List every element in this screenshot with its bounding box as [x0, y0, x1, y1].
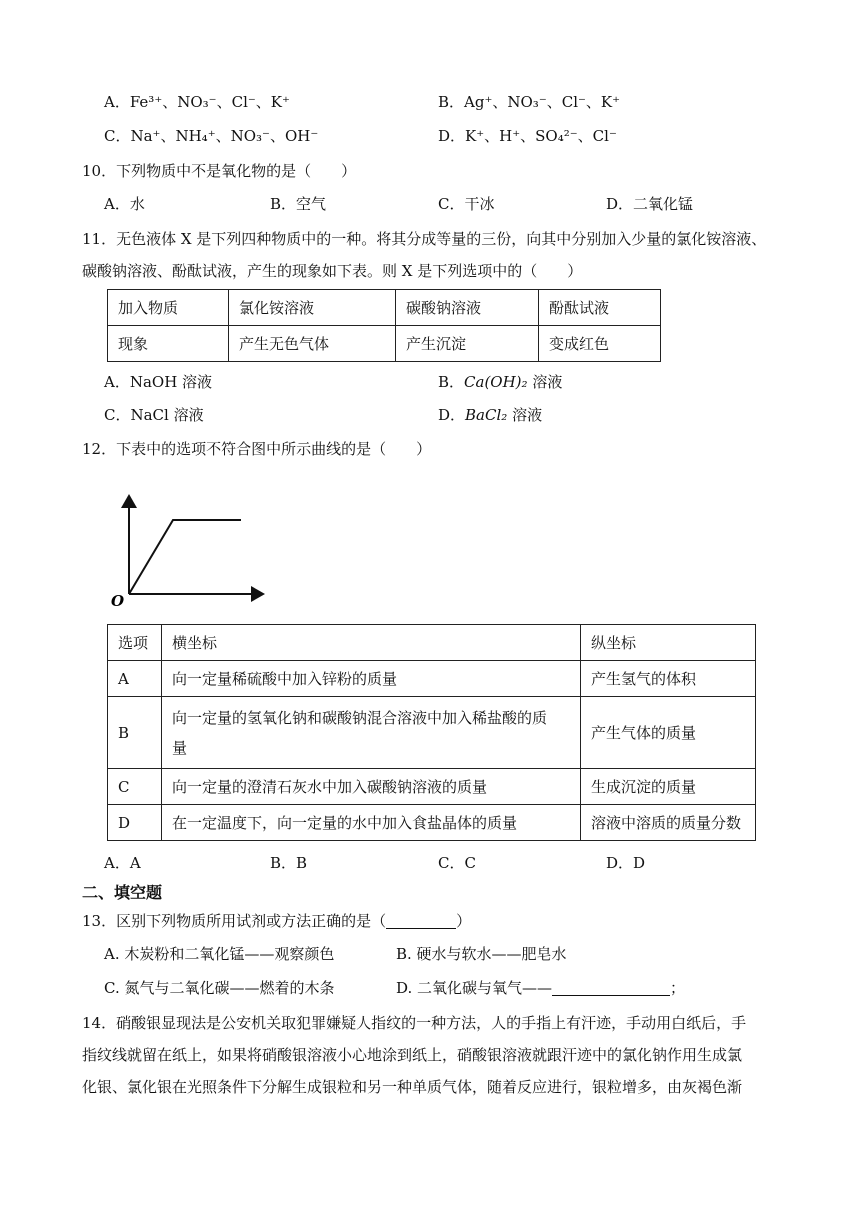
q10-option-a: A．水 — [104, 195, 145, 213]
q12-cell: 产生气体的质量 — [581, 697, 756, 769]
q11-option-d-suffix: 溶液 — [512, 406, 543, 424]
q11-option-b — [438, 372, 562, 392]
q12-table-row — [108, 805, 756, 841]
q11-table-row — [108, 290, 661, 326]
q10-option-c: C．干冰 — [438, 195, 495, 213]
q11-option-b-suffix: 溶液 — [532, 373, 563, 391]
q11-option-c: C．NaCl 溶液 — [104, 406, 204, 424]
q10-stem: 10．下列物质中不是氧化物的是（ ） — [82, 162, 357, 180]
q9-option-a — [104, 92, 290, 112]
q14-line3: 化银、氯化银在光照条件下分解生成银粒和另一种单质气体，随着反应进行，银粒增多，由灰褐色渐 — [82, 1078, 743, 1096]
q12-table-row — [108, 625, 756, 661]
q12-row-b-line2: 量 — [172, 738, 188, 757]
q9-option-a-label: A． — [104, 93, 130, 111]
q12-cell: 生成沉淀的质量 — [581, 769, 756, 805]
q11-cell: 产生无色气体 — [229, 326, 396, 362]
q12-cell: D — [108, 805, 162, 841]
q11-table — [107, 289, 661, 362]
q12-option-b: B．B — [270, 854, 308, 872]
q12-cell — [162, 697, 581, 769]
q9-option-c — [104, 126, 318, 146]
q12-cell: 向一定量的澄清石灰水中加入碳酸钠溶液的质量 — [162, 769, 581, 805]
q12-header-cell: 选项 — [108, 625, 162, 661]
q12-option-a: A．A — [104, 854, 141, 872]
q12-row-b-line1: 向一定量的氢氧化钠和碳酸钠混合溶液中加入稀盐酸的质 — [172, 708, 548, 727]
q11-option-b-label: B． — [438, 373, 465, 391]
q9-option-d-label: D． — [438, 127, 466, 145]
q12-option-d: D．D — [606, 854, 646, 872]
q9-option-d — [438, 126, 617, 146]
q9-option-c-label: C． — [104, 127, 131, 145]
q12-table-row — [108, 661, 756, 697]
q11-table-row — [108, 326, 661, 362]
q12-cell: 向一定量稀硫酸中加入锌粉的质量 — [162, 661, 581, 697]
q12-cell: 产生氢气的体积 — [581, 661, 756, 697]
q13-option-a: A. 木炭粉和二氧化锰——观察颜色 — [104, 945, 335, 963]
q11-option-d-label: D． — [438, 406, 466, 424]
q11-option-d — [438, 405, 542, 425]
graph-origin-label: O — [111, 592, 125, 610]
q9-option-d-text: K⁺、H⁺、SO₄²⁻、Cl⁻ — [465, 127, 617, 145]
q12-cell: B — [108, 697, 162, 769]
q13-option-d — [396, 978, 685, 998]
q11-cell: 碳酸钠溶液 — [396, 290, 539, 326]
q11-option-d-formula: BaCl₂ — [465, 406, 508, 424]
q11-cell: 变成红色 — [539, 326, 661, 362]
q12-cell: C — [108, 769, 162, 805]
q9-option-b-text: Ag⁺、NO₃⁻、Cl⁻、K⁺ — [464, 93, 621, 111]
q12-header-cell: 横坐标 — [162, 625, 581, 661]
q12-curve-graph — [105, 478, 285, 613]
q13-option-c: C. 氮气与二氧化碳——燃着的木条 — [104, 979, 335, 997]
q9-option-b-label: B． — [438, 93, 465, 111]
q13-answer-blank[interactable] — [386, 912, 456, 929]
q11-cell: 产生沉淀 — [396, 326, 539, 362]
q12-cell: 在一定温度下，向一定量的水中加入食盐晶体的质量 — [162, 805, 581, 841]
q12-cell: 溶液中溶质的质量分数 — [581, 805, 756, 841]
q11-option-b-formula: Ca(OH)₂ — [464, 373, 528, 391]
q13-option-d-text: D. 二氧化碳与氧气—— — [396, 979, 553, 997]
q9-option-a-text: Fe³⁺、NO₃⁻、Cl⁻、K⁺ — [129, 93, 290, 111]
q9-option-c-text: Na⁺、NH₄⁺、NO₃⁻、OH⁻ — [130, 127, 319, 145]
q10-option-b: B．空气 — [270, 195, 327, 213]
q11-stem-line2: 碳酸钠溶液、酚酞试液，产生的现象如下表。则 X 是下列选项中的（ ） — [82, 262, 583, 280]
q11-cell: 氯化铵溶液 — [229, 290, 396, 326]
section-title: 二、填空题 — [82, 883, 163, 902]
q11-cell: 现象 — [108, 326, 229, 362]
q13-stem-text: 13．区别下列物质所用试剂或方法正确的是（ — [82, 912, 387, 930]
q12-option-c: C．C — [438, 854, 476, 872]
q13-stem-end: ） — [456, 912, 472, 930]
curve-line — [129, 520, 241, 594]
q14-line1: 14．硝酸银显现法是公安机关取犯罪嫌疑人指纹的一种方法，人的手指上有汗迹，手动用白纸后，手 — [82, 1014, 747, 1032]
q14-line2: 指纹线就留在纸上，如果将硝酸银溶液小心地涂到纸上，硝酸银溶液就跟汗迹中的氯化钠作用生成氯 — [82, 1046, 743, 1064]
q12-table — [107, 624, 756, 841]
q12-cell: A — [108, 661, 162, 697]
q12-header-cell: 纵坐标 — [581, 625, 756, 661]
q12-table-row — [108, 769, 756, 805]
q13-stem — [82, 911, 471, 931]
q11-cell: 加入物质 — [108, 290, 229, 326]
q12-stem: 12．下表中的选项不符合图中所示曲线的是（ ） — [82, 440, 432, 458]
q9-option-b — [438, 92, 620, 112]
q10-option-d: D．二氧化锰 — [606, 195, 694, 213]
q13-option-d-end: ； — [670, 979, 686, 997]
q13-option-b: B. 硬水与软水——肥皂水 — [396, 945, 567, 963]
q11-cell: 酚酞试液 — [539, 290, 661, 326]
q13-option-d-blank[interactable] — [552, 979, 670, 996]
q12-table-row — [108, 697, 756, 769]
q11-stem-line1: 11．无色液体 X 是下列四种物质中的一种。将其分成等量的三份，向其中分别加入少量的氯化铵溶液、 — [82, 230, 767, 248]
q11-option-a: A．NaOH 溶液 — [104, 373, 213, 391]
